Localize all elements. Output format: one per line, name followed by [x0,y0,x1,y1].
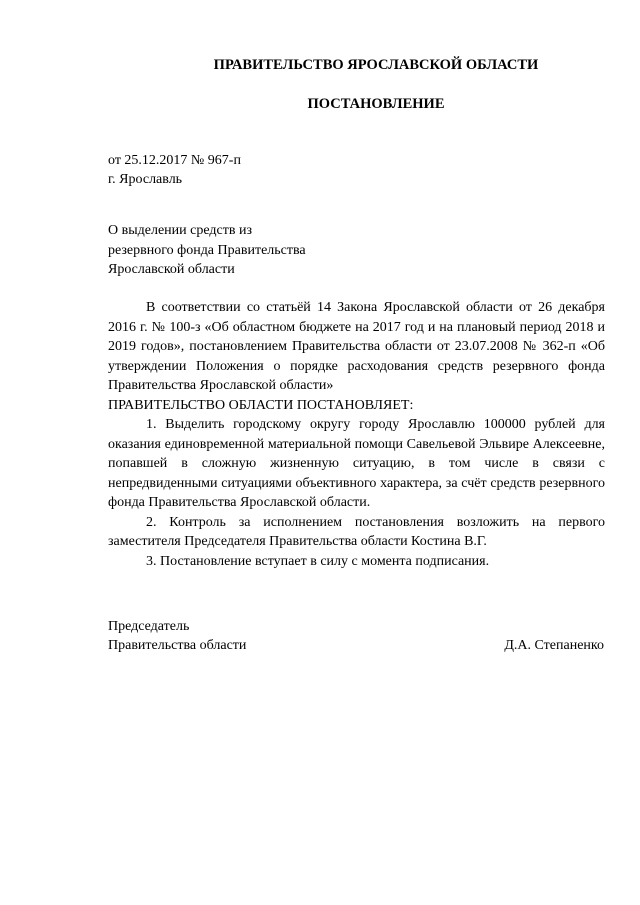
signatory-title-line-2: Правительства области [108,638,247,653]
signatory-title-line-1: Председатель [108,619,190,634]
resolution-item-3: 3. Постановление вступает в силу с момента подписания. [146,553,490,569]
resolution-item-1: 1. Выделить городскому округу городу Ярославлю 100000 рублей для оказания единовременной материальной помощи Савельевой Эльвире Алексеевне, попавшей в сложную жизненную ситуацию, в том числе в связи с непредвиденными ситуациями объективного характера, за счёт средств резервного фонда Правительства Ярославской области. [108,417,605,510]
preamble-paragraph: В соответствии со статьёй 14 Закона Ярославской области от 26 декабря 2016 г. № 100-з «Об областном бюджете на 2017 год и на плановый период 2018 и 2019 годов», постановлением Правительства области от 23.07.2008 № 362-п «Об утверждении Положения о порядке расходования средств резервного фонда Правительства Ярославской области» [108,300,605,393]
resolves-line: ПРАВИТЕЛЬСТВО ОБЛАСТИ ПОСТАНОВЛЯЕТ: [108,397,414,413]
document-subject [108,221,408,280]
date-number-line: от 25.12.2017 № 967-п [108,153,241,168]
organization-title: ПРАВИТЕЛЬСТВО ЯРОСЛАВСКОЙ ОБЛАСТИ [213,57,539,73]
signatory-name: Д.А. Степаненко [504,638,604,653]
subject-line: Ярославской области [108,262,235,277]
document-type-title: ПОСТАНОВЛЕНИЕ [307,96,445,112]
city-line: г. Ярославль [108,172,183,187]
resolution-item-2: 2. Контроль за исполнением постановления возложить на первого заместителя Председателя Правительства области Костина В.Г. [108,514,605,549]
document-body [108,298,605,571]
subject-line: О выделении средств из [108,223,252,238]
signatory-title [108,617,246,655]
subject-line: резервного фонда Правительства [108,242,306,258]
